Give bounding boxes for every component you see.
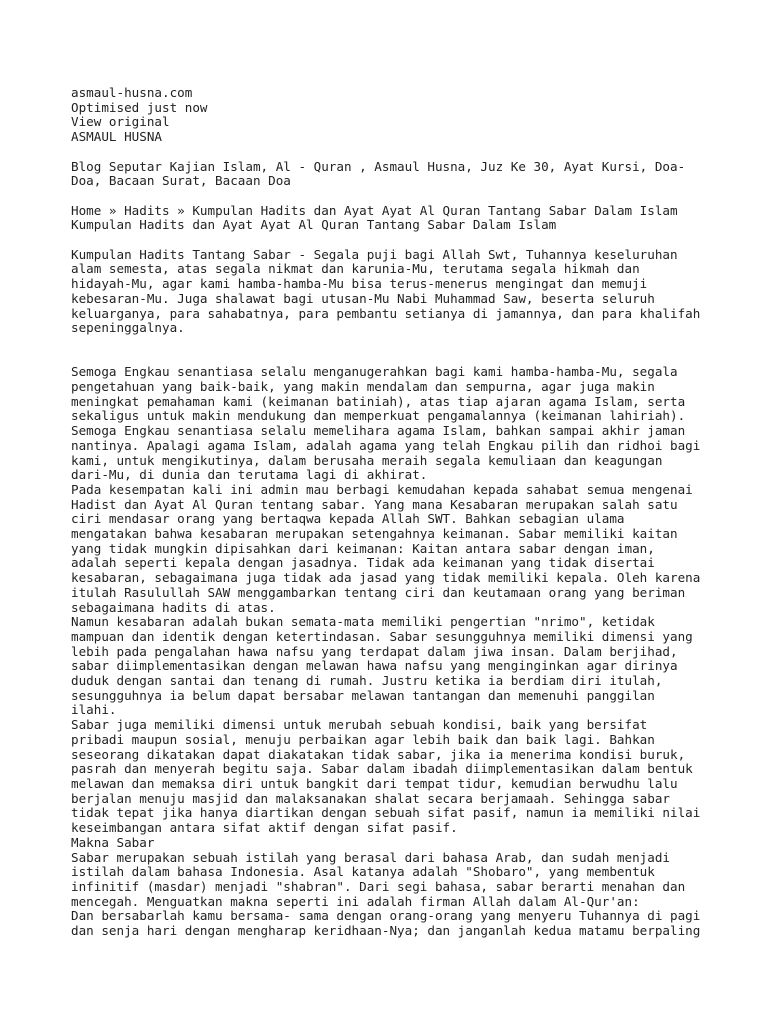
spacer bbox=[71, 145, 701, 160]
paragraph: Sabar juga memiliki dimensi untuk merubah sebuah kondisi, baik yang bersifat pribadi maupun sosial, menuju perbaikan agar lebih baik dan baik lagi. Bahkan seseorang dikatakan dapat diakatakan tidak sabar, jika ia menerima kondisi buruk, pasrah dan menyerah begitu saja. Sabar dalam ibadah diimplementasikan dalam bentuk melawan dan memaksa diri untuk bangkit dari tempat tidur, kemudian berwudhu lalu berjalan menuju masjid dan malaksanakan shalat secara berjamaah. Sehingga sabar tidak tepat jika hanya diartikan dengan sebuah sifat pasif, namun ia memiliki nilai keseimbangan antara sifat aktif dengan sifat pasif. bbox=[71, 717, 701, 836]
paragraph: Pada kesempatan kali ini admin mau berbagi kemudahan kepada sahabat semua mengenai Hadist dan Ayat Al Quran tentang sabar. Yang mana Kesabaran merupakan salah satu ciri mendasar orang yang bertaqwa kepada Allah SWT. Bahkan sebagian ulama mengatakan bahwa kesabaran merupakan setengahnya keimanan. Sabar memiliki kaitan yang tidak mungkin dipisahkan dari keimanan: Kaitan antara sabar dengan iman, adalah seperti kepala dengan jasadnya. Tidak ada keimanan yang tidak disertai kesabaran, sebagaimana juga tidak ada jasad yang tidak memiliki kepala. Oleh karena itulah Rasulullah SAW menggambarkan tentang ciri dan keutamaan orang yang beriman sebagaimana hadits di atas. bbox=[71, 481, 701, 615]
paragraph: Semoga Engkau senantiasa selalu menganugerahkan bagi kami hamba-hamba-Mu, segala pengetahuan yang baik-baik, yang makin mendalam dan sempurna, agar juga makin meningkat pemahaman kami (keimanan batiniah), atas tiap ajaran agama Islam, serta sekaligus untuk makin mendukung dan memperkuat pengamalannya (keimanan lahiriah). Semoga Engkau senantiasa selalu memelihara agama Islam, bahkan sampai akhir jaman nantinya. Apalagi agama Islam, adalah agama yang telah Engkau pilih dan ridhoi bagi kami, untuk mengikutinya, dalam berusaha meraih segala kemuliaan dan keagungan dari-Mu, di dunia dan terutama lagi di akhirat. bbox=[71, 364, 701, 483]
breadcrumb-separator: » bbox=[169, 202, 193, 218]
breadcrumb bbox=[71, 204, 701, 219]
breadcrumb-current: Kumpulan Hadits dan Ayat Ayat Al Quran Tantang Sabar Dalam Islam bbox=[192, 202, 678, 218]
paragraph: Namun kesabaran adalah bukan semata-mata memiliki pengertian "nrimo", ketidak mampuan dan identik dengan ketertindasan. Sabar sesungguhnya memiliki dimensi yang lebih pada pengalahan hawa nafsu yang terdapat dalam jiwa insan. Dalam berjihad, sabar diimplementasikan dengan melawan hawa nafsu yang menginginkan agar dirinya duduk dengan santai dan tenang di rumah. Justru ketika ia berdiam diri itulah, sesungguhnya ia belum dapat bersabar melawan tantangan dan memenuhi panggilan ilahi. bbox=[71, 614, 693, 718]
breadcrumb-home-link[interactable]: Home bbox=[71, 202, 102, 218]
breadcrumb-separator: » bbox=[101, 202, 125, 218]
optimised-status: Optimised just now bbox=[71, 99, 208, 115]
paragraph: Sabar merupakan sebuah istilah yang berasal dari bahasa Arab, dan sudah menjadi istilah dalam bahasa Indonesia. Asal katanya adalah "Shobaro", yang membentuk infinitif (masdar) menjadi "shabran". Dari segi bahasa, sabar berarti menahan dan mencegah. Menguatkan makna seperti ini adalah firman Allah dalam Al-Qur'an: bbox=[71, 849, 686, 909]
view-original-link[interactable]: View original bbox=[71, 114, 170, 130]
article-content bbox=[71, 86, 701, 939]
intro-paragraph: Kumpulan Hadits Tantang Sabar - Segala puji bagi Allah Swt, Tuhannya keseluruhan alam semesta, atas segala nikmat dan karunia-Mu, terutama segala hikmah dan hidayah-Mu, agar kami hamba-hamba-Mu bisa terus-menerus mengingat dan memuji kebesaran-Mu. Juga shalawat bagi utusan-Mu Nabi Muhammad Saw, beserta seluruh keluarganya, para sahabatnya, para pembantu setianya di jamannya, dan para khalifah sepeninggalnya. bbox=[71, 246, 701, 336]
spacer bbox=[71, 189, 701, 204]
spacer bbox=[71, 336, 701, 365]
site-domain-link[interactable]: asmaul-husna.com bbox=[71, 85, 193, 100]
paragraph: Dan bersabarlah kamu bersama- sama dengan orang-orang yang menyeru Tuhannya di pagi dan senja hari dengan mengharap keridhaan-Nya; dan janganlah kedua matamu berpaling bbox=[71, 908, 701, 939]
post-title: Kumpulan Hadits dan Ayat Ayat Al Quran Tantang Sabar Dalam Islam bbox=[71, 217, 557, 233]
section-heading: Makna Sabar bbox=[71, 834, 155, 850]
site-title-link[interactable]: ASMAUL HUSNA bbox=[71, 129, 162, 145]
breadcrumb-hadits-link[interactable]: Hadits bbox=[124, 202, 170, 218]
spacer bbox=[71, 233, 701, 248]
blog-description: Blog Seputar Kajian Islam, Al - Quran , Asmaul Husna, Juz Ke 30, Ayat Kursi, Doa-Doa, Bacaan Surat, Bacaan Doa bbox=[71, 158, 686, 189]
